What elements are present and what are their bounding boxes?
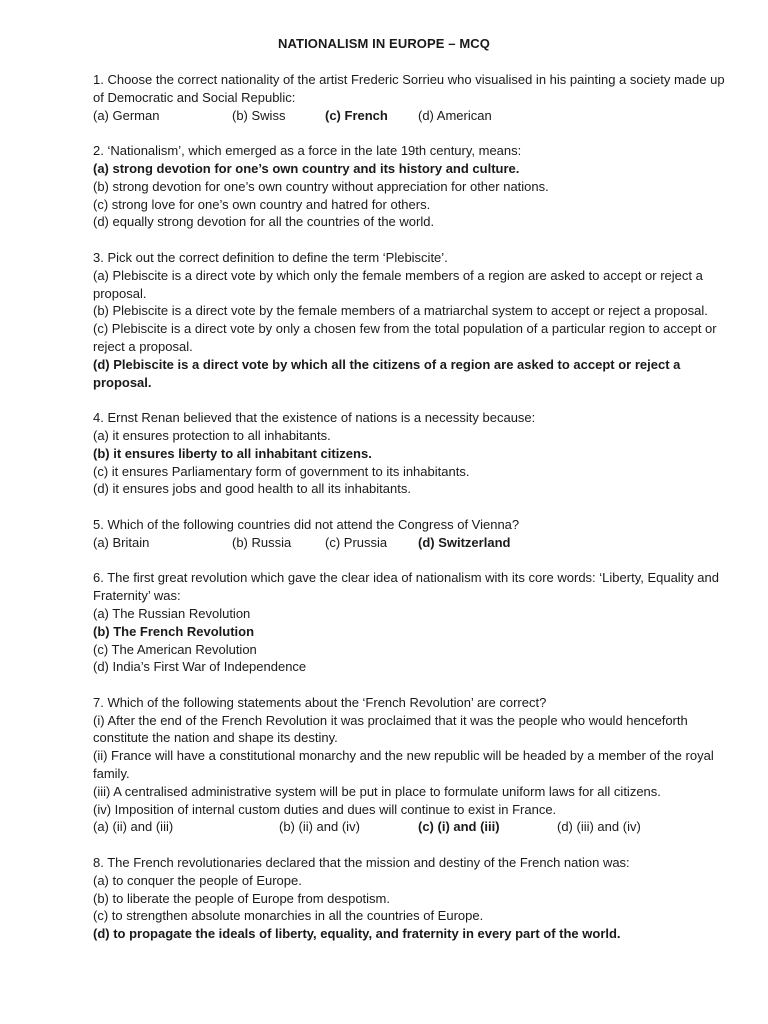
question-2 [93,142,733,231]
option-a: (a) Plebiscite is a direct vote by which only the female members of a region are asked to accept or reject a proposal. [93,267,703,301]
option-c: (c) The American Revolution [93,641,257,657]
option-a: (a) German [93,107,160,123]
option-c-correct: (c) (i) and (iii) [418,819,500,835]
question-stem: 3. Pick out the correct definition to define the term ‘Plebiscite’. [93,249,448,265]
option-d-correct: (d) Switzerland [418,534,511,550]
option-c: (c) to strengthen absolute monarchies in all the countries of Europe. [93,908,484,924]
option-d-correct: (d) to propagate the ideals of liberty, equality, and fraternity in every part of the world. [93,926,621,942]
statement-ii: (ii) France will have a constitutional monarchy and the new republic will be headed by a member of the royal family. [93,748,714,782]
option-a: (a) to conquer the people of Europe. [93,872,302,888]
page-title: NATIONALISM IN EUROPE – MCQ [278,36,490,51]
option-d: (d) it ensures jobs and good health to all its inhabitants. [93,481,411,497]
option-d-correct: (d) Plebiscite is a direct vote by which all the citizens of a region are asked to accept or reject a proposal. [93,356,681,390]
option-d: (d) American [418,107,492,123]
option-c-correct: (c) French [325,107,388,123]
option-b: (b) strong devotion for one’s own country without appreciation for other nations. [93,178,549,194]
option-a-correct: (a) strong devotion for one’s own country and its history and culture. [93,160,520,176]
question-stem: 7. Which of the following statements about the ‘French Revolution’ are correct? [93,694,547,710]
question-stem: 4. Ernst Renan believed that the existence of nations is a necessity because: [93,410,536,426]
option-c: (c) it ensures Parliamentary form of government to its inhabitants. [93,463,470,479]
question-stem: 5. Which of the following countries did not attend the Congress of Vienna? [93,516,520,532]
question-stem: 6. The first great revolution which gave the clear idea of nationalism with its core words: ‘Liberty, Equality and Fraternity’ was: [93,570,719,604]
question-1 [93,71,733,124]
inline-options [93,107,733,125]
option-a: (a) The Russian Revolution [93,605,251,621]
statement-iii: (iii) A centralised administrative system will be put in place to formulate uniform laws for all citizens. [93,783,661,799]
question-stem: 2. ‘Nationalism’, which emerged as a force in the late 19th century, means: [93,143,522,159]
question-5 [93,516,733,552]
question-7 [93,694,733,836]
option-b: (b) Plebiscite is a direct vote by the female members of a matriarchal system to accept or reject a proposal. [93,303,708,319]
option-c: (c) strong love for one’s own country and hatred for others. [93,196,431,212]
question-stem: 1. Choose the correct nationality of the artist Frederic Sorrieu who visualised in his painting a society made up of Democratic and Social Republic: [93,72,725,105]
option-b: (b) (ii) and (iv) [279,819,360,835]
option-a: (a) Britain [93,534,150,550]
statement-iv: (iv) Imposition of internal custom duties and dues will continue to exist in France. [93,801,557,817]
option-d: (d) India’s First War of Independence [93,659,307,675]
option-a: (a) it ensures protection to all inhabitants. [93,427,331,443]
option-d: (d) (iii) and (iv) [557,819,641,835]
option-b: (b) Swiss [232,107,286,123]
option-c: (c) Plebiscite is a direct vote by only a chosen few from the total population of a particular region to accept or reject a proposal. [93,321,717,354]
question-list [93,71,733,961]
option-b: (b) Russia [232,534,292,550]
option-a: (a) (ii) and (iii) [93,819,174,835]
option-b: (b) to liberate the people of Europe from despotism. [93,890,390,906]
option-b-correct: (b) it ensures liberty to all inhabitant citizens. [93,445,372,461]
question-8 [93,854,733,943]
question-stem: 8. The French revolutionaries declared that the mission and destiny of the French nation was: [93,855,630,871]
option-d: (d) equally strong devotion for all the countries of the world. [93,214,435,230]
option-c: (c) Prussia [325,534,388,550]
question-6 [93,569,733,676]
question-4 [93,409,733,498]
inline-options [93,534,733,552]
question-3 [93,249,733,391]
statement-i: (i) After the end of the French Revolution it was proclaimed that it was the people who would henceforth constitute the nation and shape its destiny. [93,712,688,746]
inline-options [93,818,733,836]
option-b-correct: (b) The French Revolution [93,623,255,639]
